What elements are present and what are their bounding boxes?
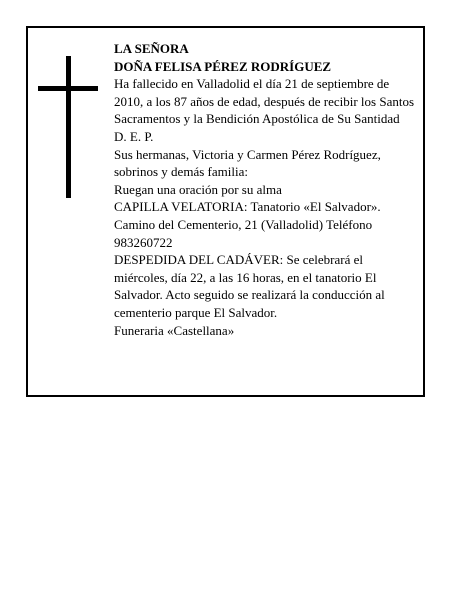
death-info: Ha fallecido en Valladolid el día 21 de septiembre de 2010, a los 87 años de edad, después de recibir los Santos Sacramentos y la Bendición Apostólica de Su Santidad — [114, 76, 415, 127]
funeral-home: Funeraria «Castellana» — [114, 322, 235, 338]
farewell-info: DESPEDIDA DEL CADÁVER: Se celebrará el miércoles, día 22, a las 16 horas, en el tanatorio El Salvador. Acto seguido se realizará la conducción al cementerio parque El Salvador. — [114, 252, 385, 320]
cross-horizontal-bar — [38, 86, 98, 91]
prayer-line: Ruegan una oración por su alma — [114, 181, 282, 197]
cross-vertical-bar — [66, 56, 71, 198]
latin-cross-icon — [38, 56, 98, 198]
obituary-notice — [26, 26, 425, 397]
notice-title: LA SEÑORA — [114, 41, 189, 56]
chapel-info: CAPILLA VELATORIA: Tanatorio «El Salvador». Camino del Cementerio, 21 (Valladolid) Teléfono 983260722 — [114, 199, 381, 250]
notice-text — [114, 40, 420, 339]
family-line: Sus hermanas, Victoria y Carmen Pérez Rodríguez, sobrinos y demás familia: — [114, 146, 381, 180]
dep-line: D. E. P. — [114, 128, 154, 144]
deceased-name: DOÑA FELISA PÉREZ RODRÍGUEZ — [114, 58, 332, 74]
